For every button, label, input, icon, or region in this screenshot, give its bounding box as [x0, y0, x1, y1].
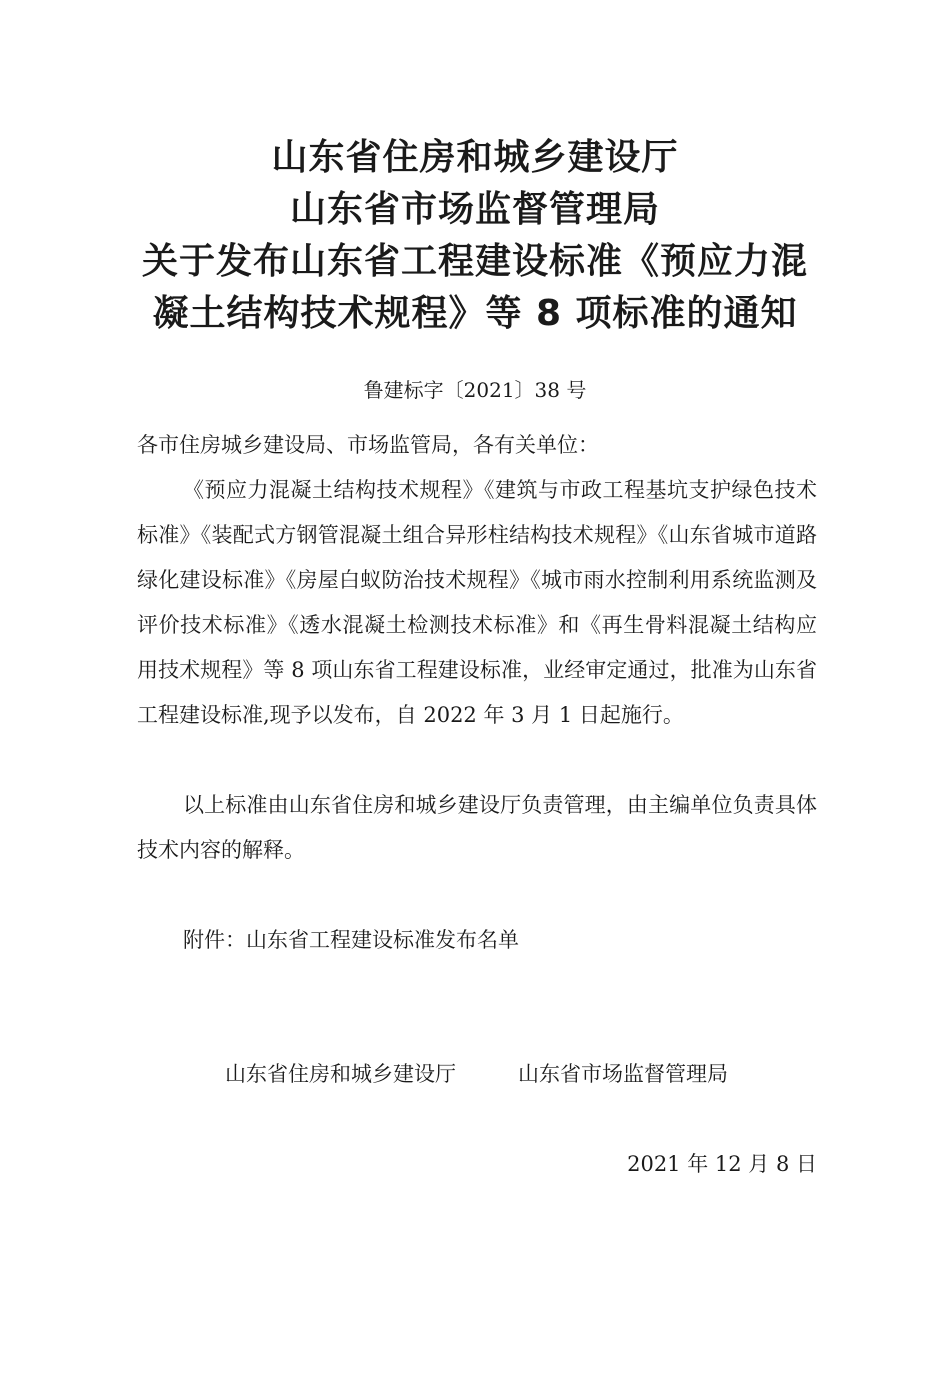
- issuer-1: 山东省住房和城乡建设厅: [225, 1062, 456, 1086]
- title-line-2: 山东省市场监督管理局: [289, 189, 660, 230]
- body-paragraph-2: 以上标准由山东省住房和城乡建设厅负责管理，由主编单位负责具体技术内容的解释。: [137, 793, 817, 862]
- title-line-3: 关于发布山东省工程建设标准《预应力混: [141, 241, 808, 282]
- title-line-1: 山东省住房和城乡建设厅: [271, 137, 679, 178]
- document-number: 鲁建标字〔2021〕38 号: [363, 378, 587, 402]
- issuer-2: 山东省市场监督管理局: [518, 1062, 728, 1086]
- issuing-authorities: [225, 1054, 825, 1094]
- attachment-note: 附件：山东省工程建设标准发布名单: [183, 928, 519, 952]
- body-paragraph-1: 《预应力混凝土结构技术规程》《建筑与市政工程基坑支护绿色技术标准》《装配式方钢管混凝土组合异形柱结构技术规程》《山东省城市道路绿化建设标准》《房屋白蚁防治技术规程》《城市雨水控制利用系统监测及评价技术标准》《透水混凝土检测技术标准》和《再生骨料混凝土结构应用技术规程》等 8 项山东省工程建设标准，业经审定通过，批准为山东省工程建设标准,现予以发布，自 2022 年 3 月 1 日起施行。: [137, 478, 817, 727]
- issue-date: 2021 年 12 月 8 日: [627, 1152, 817, 1176]
- document-title: [80, 132, 870, 340]
- title-line-4: 凝土结构技术规程》等 8 项标准的通知: [152, 293, 798, 334]
- addressee: 各市住房城乡建设局、市场监管局，各有关单位：: [137, 433, 599, 457]
